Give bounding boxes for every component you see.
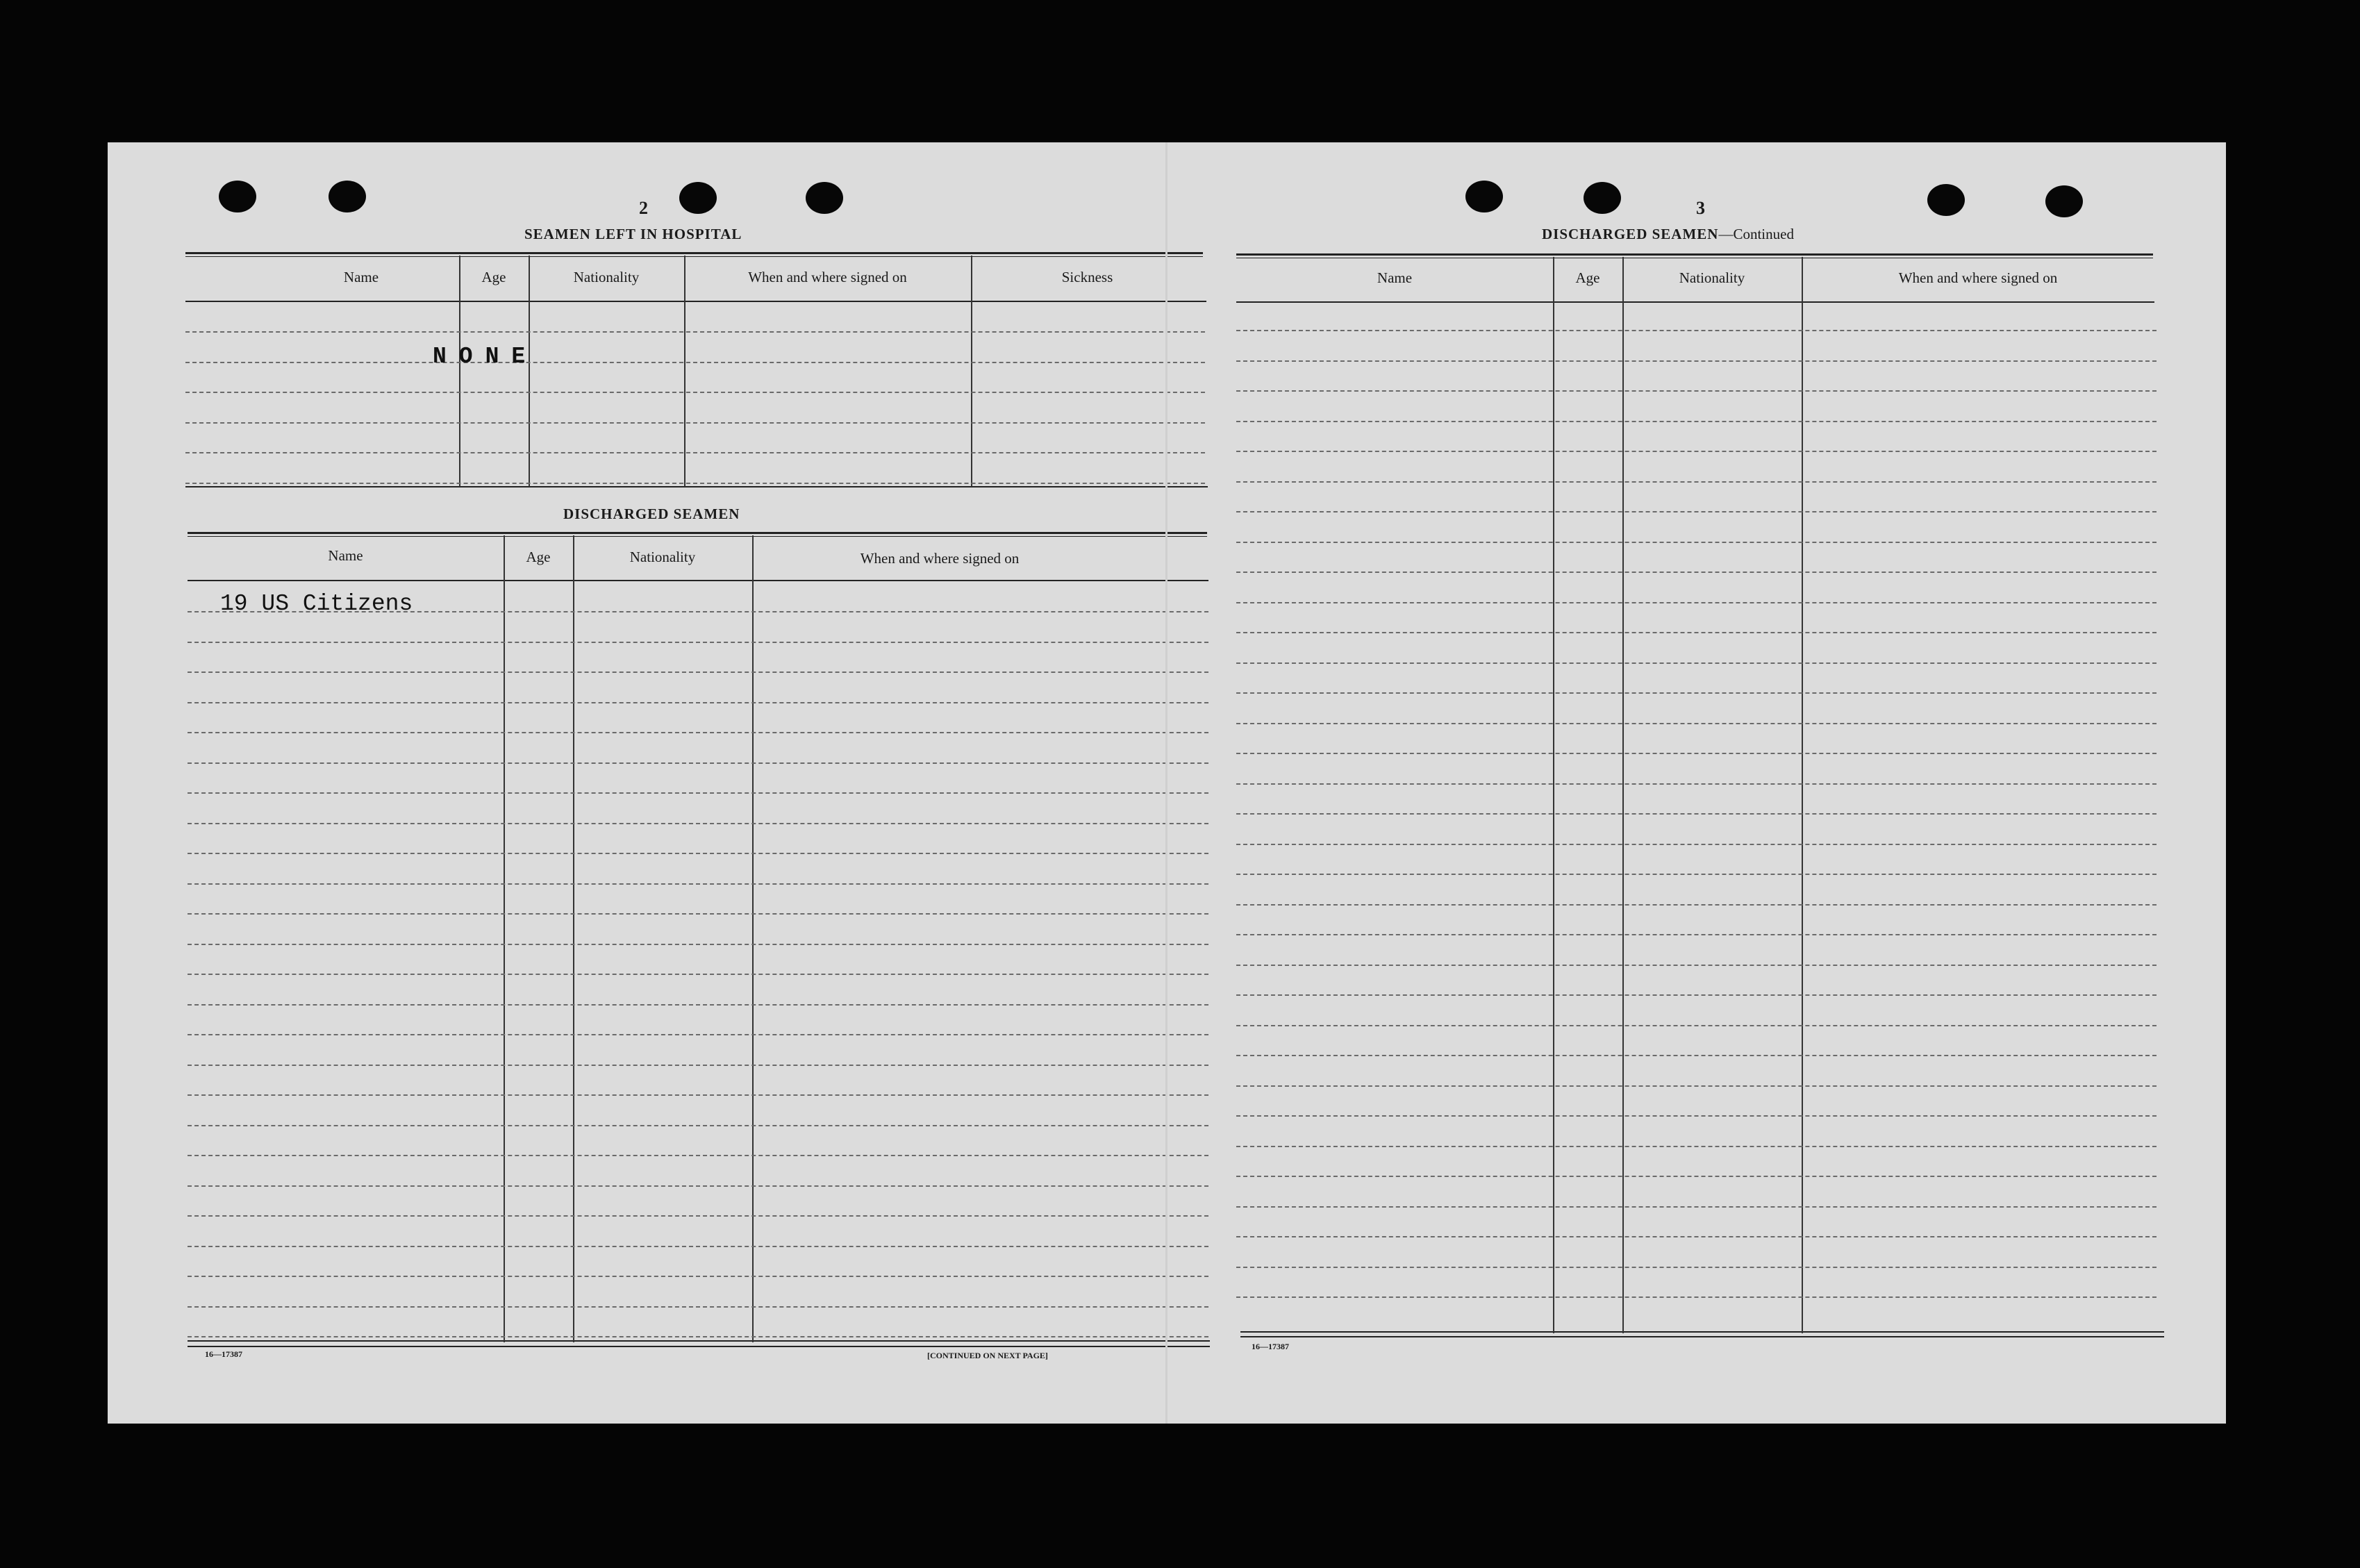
column-divider [573,535,574,1342]
column-header-sickness: Sickness [1061,269,1113,285]
punch-hole [329,181,366,212]
table-top-rule [1236,253,2153,258]
header-bottom-rule [188,580,1208,581]
row-line [185,331,1205,333]
column-header-age: Age [526,549,551,565]
row-line [188,1065,1208,1066]
row-line [1236,360,2157,362]
row-line [1236,451,2157,452]
table-bottom-rule [1240,1331,2164,1333]
title-main: DISCHARGED SEAMEN [1542,226,1719,242]
form-number: 16—17387 [205,1349,242,1359]
row-line [1236,330,2157,331]
column-divider [504,535,505,1342]
column-header-age: Age [481,269,506,285]
header-bottom-rule [1236,301,2154,303]
punch-hole [2045,185,2083,217]
row-line [188,1246,1208,1247]
discharged-continued-title [1542,226,1794,243]
row-line [1236,692,2157,694]
row-line [185,392,1205,393]
row-line [1236,542,2157,543]
discharged-table-title: DISCHARGED SEAMEN [563,506,740,522]
row-line [1236,662,2157,664]
column-header-name: Name [1377,269,1413,286]
row-line [188,944,1208,945]
row-line [188,823,1208,824]
continued-note: [CONTINUED ON NEXT PAGE] [927,1351,1048,1360]
row-line [185,362,1205,363]
column-header-nationality: Nationality [573,269,640,285]
row-line [1236,421,2157,422]
row-line [1236,1296,2157,1298]
discharged-entry: 19 US Citizens [220,591,413,617]
punch-hole [1927,184,1965,216]
row-line [1236,572,2157,573]
table-bottom-rule [188,1340,1210,1342]
row-line [1236,481,2157,483]
row-line [1236,1085,2157,1087]
row-line [188,1125,1208,1126]
row-line [188,1155,1208,1156]
table-top-rule [185,252,1203,257]
row-line [188,913,1208,915]
row-line [188,1185,1208,1187]
row-line [1236,632,2157,633]
row-line [188,732,1208,733]
column-divider [1622,257,1624,1333]
left-page [108,142,1167,1424]
row-line [188,792,1208,794]
table-bottom-rule [1240,1336,2164,1337]
row-line [185,422,1205,424]
row-line [188,974,1208,975]
row-line [1236,1236,2157,1237]
header-bottom-rule [185,301,1206,302]
row-line [1236,965,2157,966]
row-line [1236,1055,2157,1056]
column-header-signed-on: When and where signed on [860,550,1020,567]
row-line [188,672,1208,673]
column-header-signed-on: When and where signed on [1898,269,2058,286]
row-line [188,1004,1208,1006]
column-header-name: Name [328,547,363,564]
punch-hole [806,182,843,214]
row-line [1236,1146,2157,1147]
column-header-signed-on: When and where signed on [748,269,907,285]
row-line [1236,390,2157,392]
column-header-age: Age [1575,269,1600,286]
column-divider [1802,257,1803,1333]
row-line [188,762,1208,764]
table-bottom-rule [188,1346,1210,1347]
column-divider [1553,257,1554,1333]
row-line [188,853,1208,854]
page-number: 2 [639,198,648,218]
punch-hole [219,181,256,212]
document-spread [108,142,2226,1424]
page-number: 3 [1696,198,1705,218]
row-line [188,1276,1208,1277]
right-page [1167,142,2226,1424]
row-line [188,883,1208,885]
row-line [188,1034,1208,1035]
row-line [188,1094,1208,1096]
row-line [1236,904,2157,906]
row-line [185,483,1205,484]
row-line [1236,934,2157,935]
row-line [1236,844,2157,845]
row-line [188,642,1208,643]
punch-hole [1584,182,1621,214]
row-line [1236,1025,2157,1026]
column-header-nationality: Nationality [629,549,696,565]
row-line [188,1306,1208,1308]
row-line [1236,1206,2157,1208]
form-number: 16—17387 [1252,1342,1289,1351]
row-line [188,702,1208,703]
row-line [1236,1267,2157,1268]
row-line [1236,753,2157,754]
row-line [188,1215,1208,1217]
row-line [1236,1115,2157,1117]
table-bottom-rule [185,486,1208,487]
row-line [1236,511,2157,512]
hospital-entry: NONE [433,344,538,369]
punch-hole [1465,181,1503,212]
table-top-rule [188,532,1207,537]
row-line [188,1336,1208,1337]
row-line [1236,813,2157,815]
row-line [1236,602,2157,603]
row-line [1236,994,2157,996]
column-header-nationality: Nationality [1679,269,1745,286]
hospital-table-title: SEAMEN LEFT IN HOSPITAL [524,226,742,242]
column-header-name: Name [343,269,379,285]
row-line [1236,874,2157,875]
row-line [1236,1176,2157,1177]
row-line [185,452,1205,453]
title-suffix: —Continued [1718,226,1794,242]
punch-hole [679,182,717,214]
column-divider [752,535,754,1342]
row-line [1236,783,2157,785]
row-line [1236,723,2157,724]
